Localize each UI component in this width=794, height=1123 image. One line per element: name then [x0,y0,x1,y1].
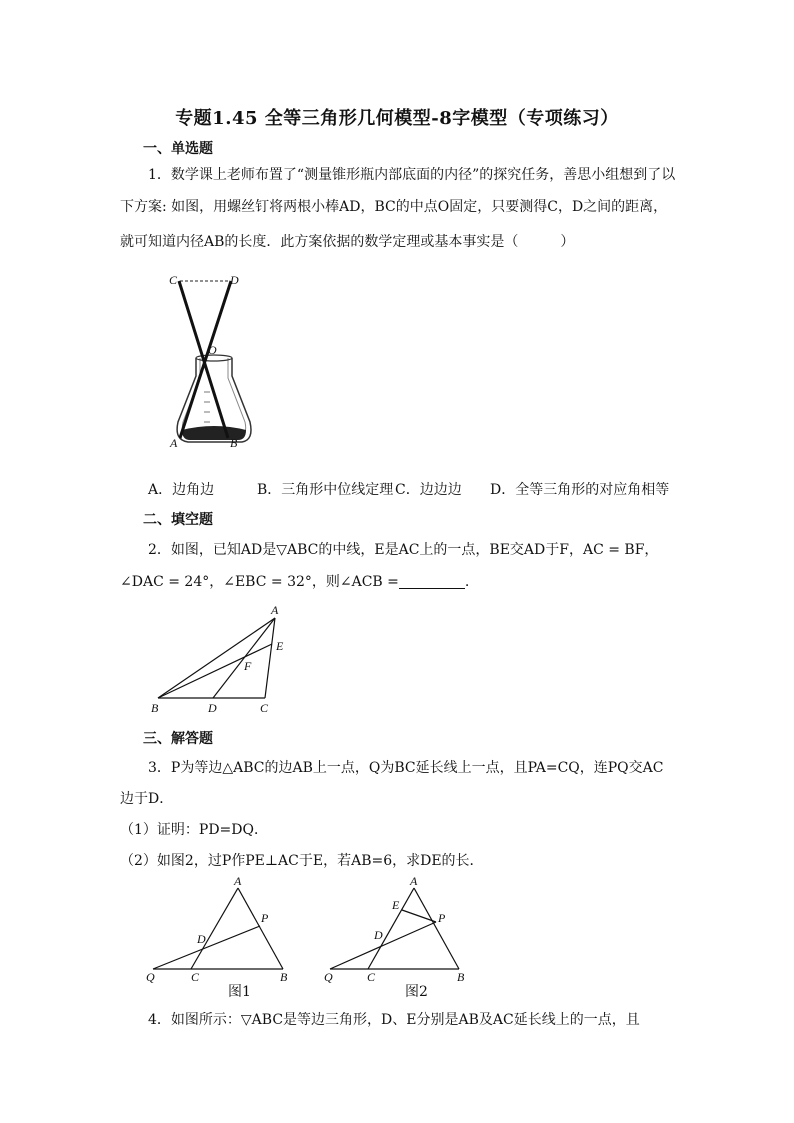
segment-ac [191,888,238,969]
label-c: C [260,701,269,715]
answer-blank [399,574,465,589]
section-heading-solution: 三、解答题 [143,731,213,747]
label-d: D [230,273,239,287]
q3-text-line2: 边于D． [120,791,174,807]
q2-text-line1: 2．如图，已知AD是▽ABC的中线，E是AC上的一点，BE交AD于F，AC = BF， [148,542,659,558]
label-a: A [271,603,279,617]
segment-qp [330,922,436,969]
q3-part2: （2）如图2，过P作PE⊥AC于E，若AB=6，求DE的长． [120,853,484,869]
label-p: P [438,911,446,925]
q3-figure-2 [322,874,482,986]
label-o: O [208,343,217,357]
label-a: A [234,874,242,888]
q2-text-line2-main: ∠DAC = 24°，∠EBC = 32°，则∠ACB = [120,574,399,590]
q3-figure-1 [143,874,303,986]
q1-option-c: C．边边边 [395,482,462,498]
q1-text-line2: 下方案: 如图，用螺丝钉将两根小棒AD，BC的中点O固定，只要测得C，D之间的距离， [120,199,668,215]
segment-ab [158,618,275,698]
label-e: E [392,898,400,912]
q3-text-line1: 3．P为等边△ABC的边AB上一点，Q为BC延长线上一点，且PA=CQ，连PQ交AC [148,760,664,776]
q2-text-line2-end: . [464,574,470,590]
label-b: B [280,970,288,984]
q2-triangle-figure [145,600,305,718]
label-q: Q [324,970,333,984]
segment-ac [265,618,275,698]
label-c: C [169,273,178,287]
label-c: C [367,970,376,984]
q3-part1: （1）证明：PD=DQ． [120,822,268,838]
q4-text-line1: 4．如图所示：▽ABC是等边三角形，D、E分别是AB及AC延长线上的一点，且 [148,1012,640,1028]
segment-qp [153,926,260,969]
segment-pe [402,910,436,922]
section-heading-fill-blank: 二、填空题 [143,512,213,528]
segment-ad [213,618,275,698]
q1-text-line3: 就可知道内径AB的长度．此方案依据的数学定理或基本事实是（ ） [120,234,575,250]
q1-option-d: D．全等三角形的对应角相等 [490,482,670,498]
label-b: B [230,436,238,450]
q1-flask-figure [160,272,260,452]
figure-1-caption: 图1 [228,984,251,1000]
label-f: F [244,659,252,673]
label-c: C [191,970,200,984]
q2-text-line2 [120,572,469,592]
label-d: D [374,928,383,942]
label-b: B [151,701,159,715]
label-d: D [197,932,206,946]
label-b: B [457,970,465,984]
label-p: P [261,911,269,925]
page-title: 专题1.45 全等三角形几何模型-8字模型（专项练习） [175,108,619,129]
q1-text-line1: 1．数学课上老师布置了“测量锥形瓶内部底面的内径”的探究任务，善思小组想到了以 [148,167,676,183]
segment-be [158,644,272,698]
segment-ab [238,888,283,969]
figure-2-caption: 图2 [405,984,428,1000]
label-d: D [208,701,217,715]
q1-option-a: A．边角边 [148,482,215,498]
label-a: A [410,874,418,888]
label-e: E [276,639,284,653]
section-heading-single-choice: 一、单选题 [143,141,213,157]
label-q: Q [146,970,155,984]
label-a: A [170,436,178,450]
q1-option-b: B．三角形中位线定理 [257,482,394,498]
